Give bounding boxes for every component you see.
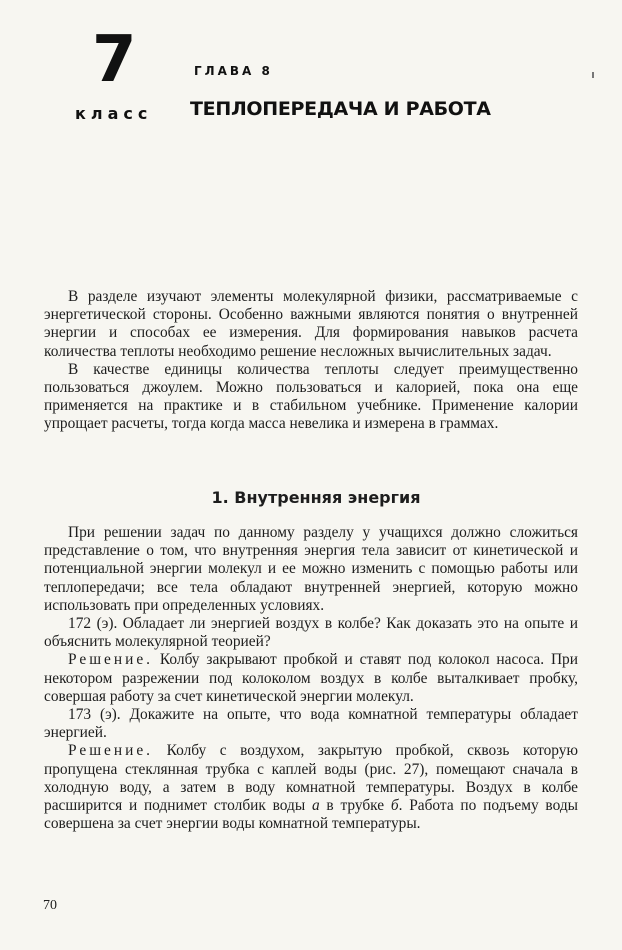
solution-text: в трубке [319,797,391,815]
solution-label: Решение. [68,651,154,669]
grade-word: класс [75,104,153,123]
section-text [44,524,578,833]
intro-paragraph: В разделе изучают элементы молекулярной физики, рассматриваемые с энергетической стороны. Особенно важными являются понятия о внутренней энергии и способах ее измерения. Для формирования навыков расчета количества теплоты необходимо решение несложных вычислительных задач. [44,288,578,360]
solution-173 [44,742,578,833]
chapter-label: ГЛАВА 8 [194,64,273,78]
chapter-title: ТЕПЛОПЕРЕДАЧА И РАБОТА [190,98,491,120]
solution-text: Колбу закрывают пробкой и ставят под колокол насоса. При некотором разрежении под колоколом воздух в колбе выталкивает пробку, совершая работу за счет кинетической энергии молекул. [44,651,578,705]
page-number: 70 [43,898,57,913]
variable-a: а [311,797,320,815]
solution-text: Колбу с воздухом, закрытую пробкой, сквозь которую пропущена стеклянная трубка с каплей воды (рис. 27), помещают сначала в холодную воду, а затем в воду комнатной температуры. Воздух в колбе расширится и поднимет столбик воды [44,742,578,815]
intro-text [44,288,578,434]
solution-172 [44,651,578,706]
grade-number: 7 [92,23,137,97]
solution-text: . Работа по подъему воды совершена за счет энергии воды комнатной температуры. [44,797,578,833]
intro-paragraph: В качестве единицы количества теплоты следует преимущественно пользоваться джоулем. Можно пользоваться и калорией, пока она еще применяется на практике и в стабильном учебнике. Применение калории упрощает расчеты, тогда когда масса невелика и измерена в граммах. [44,360,578,433]
section-heading: 1. Внутренняя энергия [211,488,421,507]
problem-172: 172 (э). Обладает ли энергией воздух в колбе? Как доказать это на опыте и объяснить молекулярной теорией? [44,615,578,651]
variable-b: б [390,797,399,815]
print-mark [592,72,594,78]
section-paragraph: При решении задач по данному разделу у учащихся должно сложиться представление о том, что внутренняя энергия тела зависит от кинетической и потенциальной энергии молекул и ее можно изменить с помощью работы или теплопередачи; все тела обладают внутренней энергией, которую можно использовать при определенных условиях. [44,524,578,614]
problem-173: 173 (э). Докажите на опыте, что вода комнатной температуры обладает энергией. [44,706,578,742]
solution-label: Решение. [68,742,154,760]
